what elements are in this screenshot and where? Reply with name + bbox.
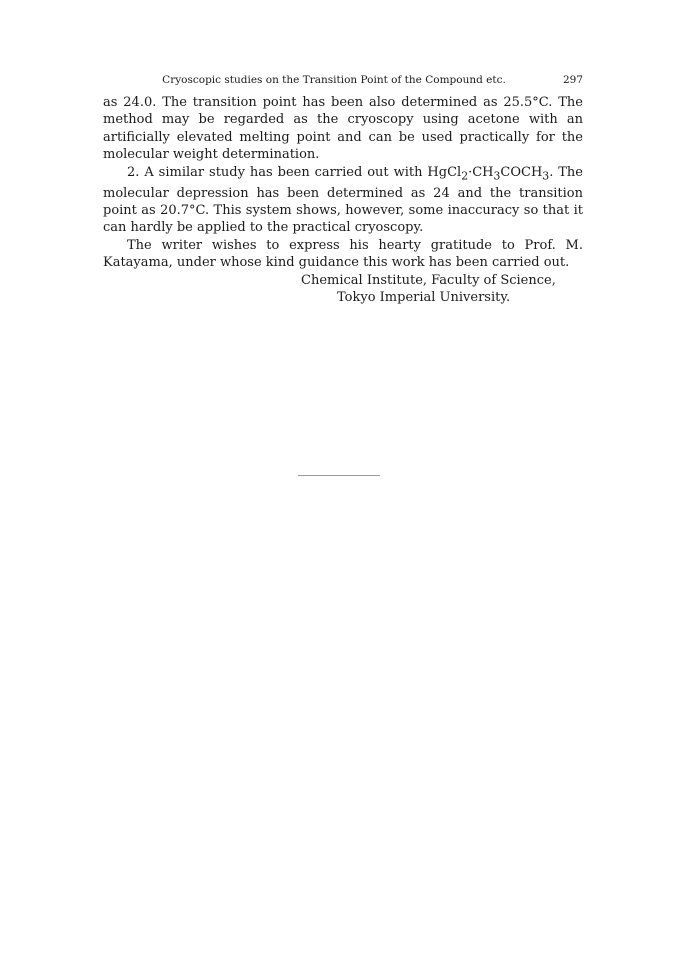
paragraph-acknowledgement: The writer wishes to express his hearty gratitude to Prof. M. Katayama, under whose kind guidance this work has been carried out.: [103, 237, 583, 271]
affiliation-institute: Chemical Institute, Faculty of Science,: [301, 272, 556, 288]
affiliation-university: Tokyo Imperial University.: [337, 290, 511, 306]
chemical-formula: $HgCl_2\cdot CH_3COCH_3$: [427, 164, 550, 183]
paragraph-2: [103, 164, 583, 237]
running-head: [103, 70, 583, 90]
page: [103, 70, 583, 306]
end-rule: [298, 475, 380, 476]
page-number: 297: [562, 74, 583, 86]
paragraph-continuation: as 24.0. The transition point has been also determined as 25.5°C. The method may be regarded as the cryoscopy using acetone with an artificially elevated melting point and can be used practically for the molecular weight determination.: [103, 95, 583, 163]
affiliation: [103, 272, 583, 307]
paragraph-2-end: . The molecular depression has been determined as 24 and the transition point as 20.7°C. This system shows, however, some inaccuracy so that it can hardly be applied to the practical cryoscopy.: [103, 164, 583, 236]
running-title: Cryoscopic studies on the Transition Point of the Compound etc.: [162, 74, 506, 86]
paragraph-2-start: 2. A similar study has been carried out with: [127, 164, 428, 180]
body-text: [103, 94, 583, 272]
